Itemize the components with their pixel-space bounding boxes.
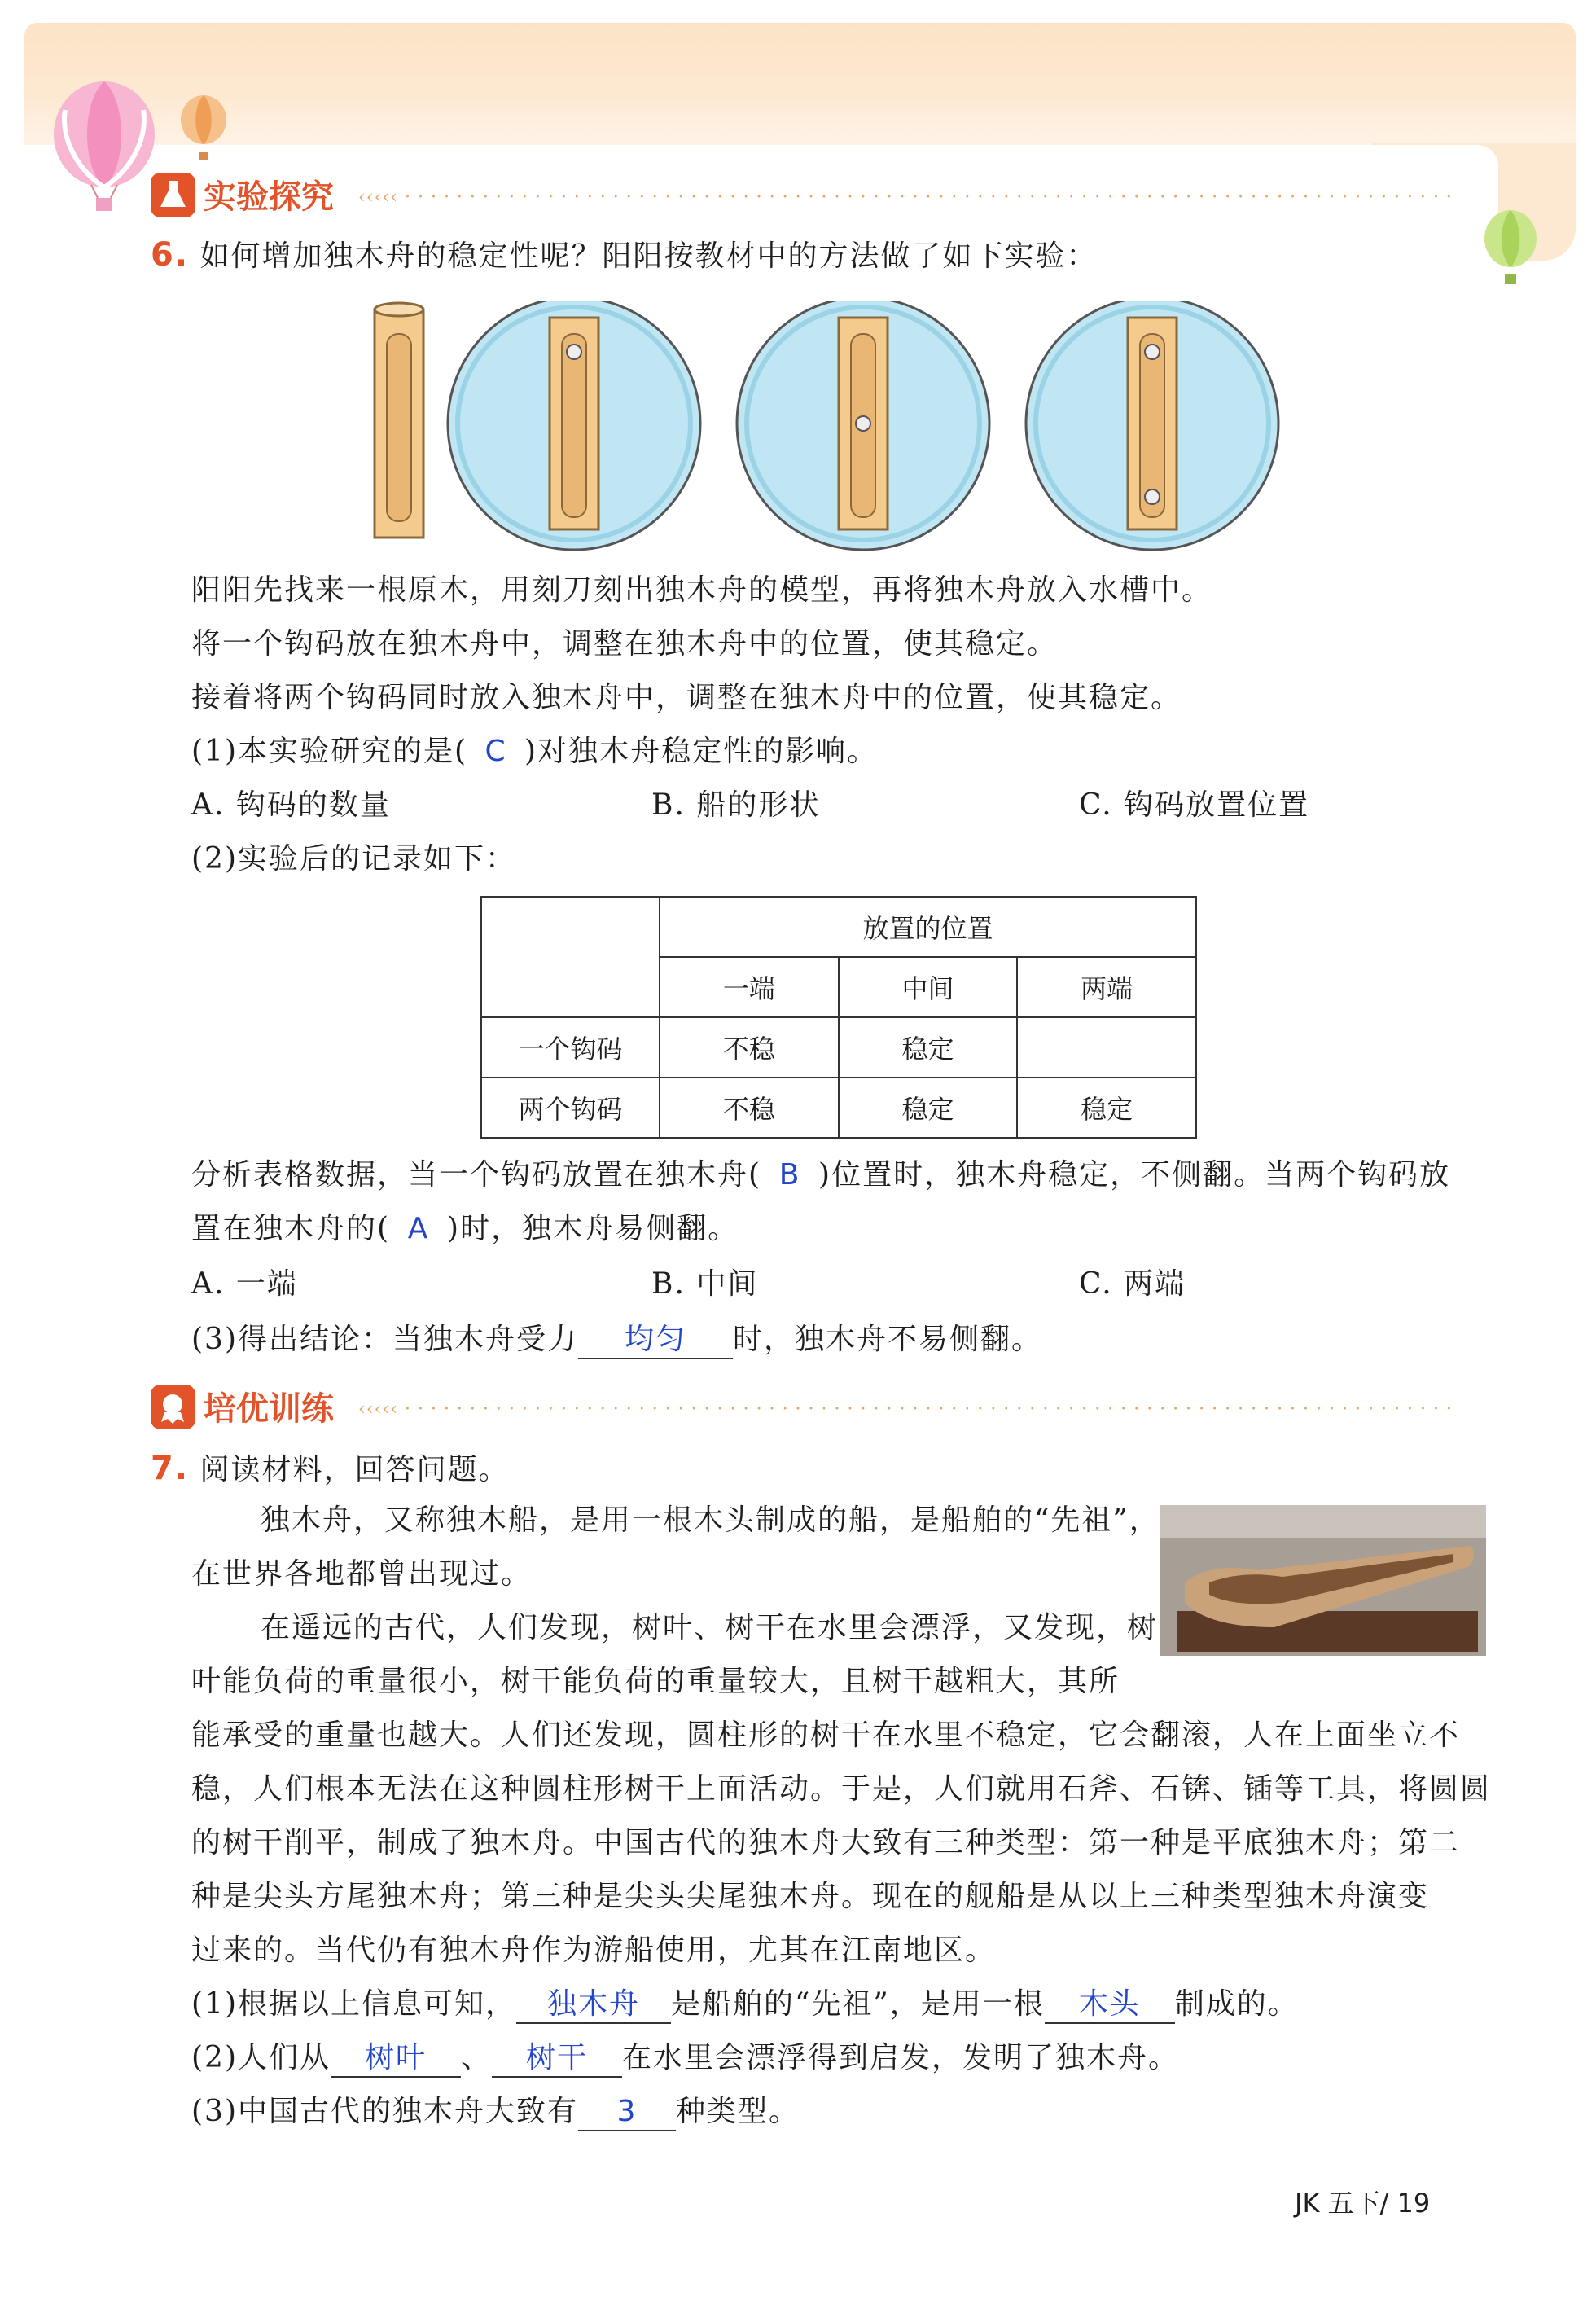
q7-p3-prefix: (3)中国古代的独木舟大致有 <box>191 2095 578 2128</box>
q7-stem-line <box>151 1448 510 1490</box>
q7-passage-line: 在遥远的古代，人们发现，树叶、树干在水里会漂浮，又发现，树 <box>261 1611 1159 1644</box>
q7-stem: 阅读材料，回答问题。 <box>200 1453 510 1486</box>
q6-p2-option-a: A. 一端 <box>191 1267 298 1301</box>
q6-p2-intro: (2)实验后的记录如下： <box>191 842 516 876</box>
q6-step-1: 阳阳先找来一根原木，用刻刀刻出独木舟的模型，再将独木舟放入水槽中。 <box>191 573 1213 607</box>
experiment-icon <box>151 173 195 217</box>
table-cell <box>1017 1017 1196 1078</box>
table-cell: 不稳 <box>660 1078 839 1138</box>
row-label: 一个钩码 <box>481 1017 660 1078</box>
table-cell: 稳定 <box>839 1017 1018 1078</box>
q6-p2-line1-suffix: )位置时，独木舟稳定，不侧翻。当两个钩码放 <box>818 1158 1451 1192</box>
q6-p1-option-c: C. 钩码放置位置 <box>1079 788 1310 822</box>
q7-p2-answer2[interactable]: 树干 <box>492 2040 622 2078</box>
header-banner <box>24 23 1576 145</box>
green-balloon-icon <box>1478 208 1543 289</box>
table-cell: 不稳 <box>660 1017 839 1078</box>
table-row <box>481 1017 1196 1078</box>
q6-p2-answer2[interactable]: A <box>407 1212 430 1245</box>
page-number: JK 五下/ 19 <box>1295 2188 1431 2219</box>
q6-p2-option-b: B. 中间 <box>651 1267 759 1301</box>
q7-p3-answer[interactable]: 3 <box>578 2094 676 2131</box>
section-dots: ‹‹‹‹‹ · · · · · · · · · · · · · · · · · · · · · · · · · · · · · · · · · · · · · · · · · · · · · · · · · · · · · · · · · · · · · · · · · · · · · · · · · · · · · · · · · <box>358 1399 1453 1420</box>
log-model <box>375 303 423 538</box>
q6-part1 <box>191 731 878 772</box>
table-cell: 稳定 <box>1017 1078 1196 1138</box>
q7-passage-line: 能承受的重量也越大。人们还发现，圆柱形的树干在水里不稳定，它会翻滚，人在上面坐立不 <box>191 1719 1461 1752</box>
q6-p1-option-b: B. 船的形状 <box>651 788 821 822</box>
q6-stem: 如何增加独木舟的稳定性呢？阳阳按教材中的方法做了如下实验： <box>200 239 1098 273</box>
record-table <box>480 896 1197 1139</box>
q6-p3-answer[interactable]: 均匀 <box>578 1322 733 1359</box>
q6-p2-line1 <box>191 1155 1450 1196</box>
q7-p2-prefix: (2)人们从 <box>191 2041 331 2074</box>
table-row <box>481 1078 1196 1138</box>
q6-p1-answer[interactable]: C <box>484 735 507 768</box>
experiment-illustration <box>358 301 1319 562</box>
q6-stem-line <box>151 235 1098 277</box>
q6-p2-line2-suffix: )时，独木舟易侧翻。 <box>447 1212 739 1245</box>
question-number: 7. <box>151 1450 190 1487</box>
table-corner-cell <box>481 897 660 1017</box>
q6-p1-suffix: )对独木舟稳定性的影响。 <box>524 735 879 768</box>
q7-p2-answer1[interactable]: 树叶 <box>331 2040 461 2078</box>
q7-p2-sep: 、 <box>461 2041 493 2074</box>
q7-part2 <box>191 2038 1179 2079</box>
table-col-header: 中间 <box>839 957 1018 1017</box>
canoe-photo <box>1160 1505 1486 1656</box>
q6-part3 <box>191 1319 1042 1360</box>
q6-p1-prefix: (1)本实验研究的是( <box>191 735 468 768</box>
q6-p2-line1-prefix: 分析表格数据，当一个钩码放置在独木舟( <box>191 1158 762 1192</box>
q7-p1-suffix: 制成的。 <box>1174 1987 1299 2021</box>
q7-passage-line: 种是尖头方尾独木舟；第三种是尖头尖尾独木舟。现在的舰船是从以上三种类型独木舟演变 <box>191 1880 1430 1913</box>
q6-step-2: 将一个钩码放在独木舟中，调整在独木舟中的位置，使其稳定。 <box>191 627 1059 661</box>
q7-passage-line: 稳，人们根本无法在这种圆柱形树干上面活动。于是，人们就用石斧、石锛、锸等工具，将圆圆 <box>191 1772 1492 1806</box>
table-col-header: 两端 <box>1017 957 1196 1017</box>
q7-p1-middle: 是船舶的“先祖”，是用一根 <box>671 1987 1045 2021</box>
tank-1 <box>448 301 700 550</box>
question-number: 6. <box>151 236 190 274</box>
section-title-training: 培优训练 <box>204 1390 334 1428</box>
q7-p1-answer2[interactable]: 木头 <box>1045 1986 1175 2024</box>
tank-3 <box>1026 301 1278 550</box>
table-col-header: 一端 <box>660 957 839 1017</box>
q6-p3-suffix: 时，独木舟不易侧翻。 <box>733 1323 1043 1356</box>
q7-passage-line: 的树干削平，制成了独木舟。中国古代的独木舟大致有三种类型：第一种是平底独木舟；第二 <box>191 1826 1461 1859</box>
q7-p1-answer1[interactable]: 独木舟 <box>516 1986 671 2024</box>
q6-p2-answer1[interactable]: B <box>778 1158 801 1192</box>
q7-passage-line: 过来的。当代仍有独木舟作为游船使用，尤其在江南地区。 <box>191 1934 997 1967</box>
q6-p2-option-c: C. 两端 <box>1079 1267 1186 1301</box>
q7-p1-prefix: (1)根据以上信息可知， <box>191 1987 516 2021</box>
section-dots: ‹‹‹‹‹ · · · · · · · · · · · · · · · · · · · · · · · · · · · · · · · · · · · · · · · · · · · · · · · · · · · · · · · · · · · · · · · · · · · · · · · · · · · · · · · · · <box>358 187 1453 208</box>
section-title-experiment: 实验探究 <box>204 178 334 216</box>
q7-passage-line: 独木舟，又称独木船，是用一根木头制成的船，是船舶的“先祖”， <box>261 1503 1160 1537</box>
q6-p3-prefix: (3)得出结论：当独木舟受力 <box>191 1323 578 1356</box>
q6-p2-line2 <box>191 1209 739 1249</box>
q6-p2-line2-prefix: 置在独木舟的( <box>191 1212 391 1245</box>
q7-p2-suffix: 在水里会漂浮得到启发，发明了独木舟。 <box>622 2041 1180 2074</box>
q7-part1 <box>191 1984 1299 2025</box>
q7-p3-suffix: 种类型。 <box>676 2095 800 2128</box>
q7-part3 <box>191 2092 800 2132</box>
row-label: 两个钩码 <box>481 1078 660 1138</box>
q7-passage-line: 在世界各地都曾出现过。 <box>191 1557 533 1591</box>
small-balloon-icon <box>175 94 232 167</box>
table-group-header: 放置的位置 <box>660 897 1196 957</box>
q7-passage-line: 叶能负荷的重量很小，树干能负荷的重量较大，且树干越粗大，其所 <box>191 1665 1120 1698</box>
training-icon <box>151 1385 195 1429</box>
q6-step-3: 接着将两个钩码同时放入独木舟中，调整在独木舟中的位置，使其稳定。 <box>191 681 1182 714</box>
table-cell: 稳定 <box>839 1078 1018 1138</box>
q6-p1-option-a: A. 钩码的数量 <box>191 788 391 822</box>
tank-2 <box>737 301 989 550</box>
